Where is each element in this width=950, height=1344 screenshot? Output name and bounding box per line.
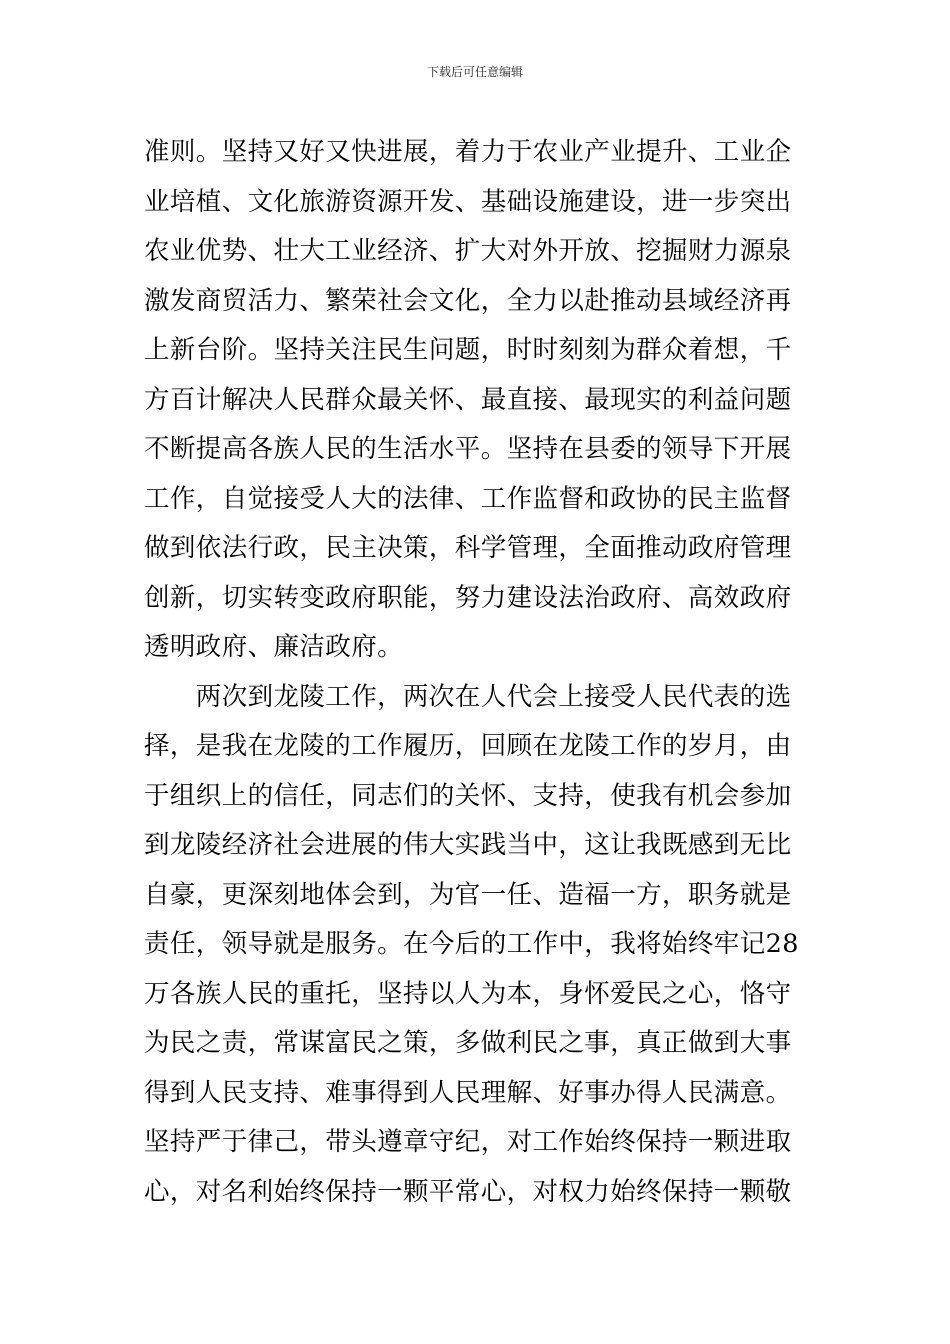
text-line: 于组织上的信任，同志们的关怀、支持，使我有机会参加 bbox=[144, 780, 792, 811]
text-line: 坚持严于律己，带头遵章守纪，对工作始终保持一颗进取 bbox=[144, 1127, 792, 1157]
text-line: 两次到龙陵工作，两次在人代会上接受人民代表的选 bbox=[144, 681, 792, 712]
text-line: 方百计解决人民群众最关怀、最直接、最现实的利益问题 bbox=[144, 384, 792, 415]
text-line: 得到人民支持、难事得到人民理解、好事办得人民满意。 bbox=[144, 1077, 792, 1108]
document-body bbox=[144, 128, 814, 1217]
text-line: 责任，领导就是服务。在今后的工作中，我将始终牢记28 bbox=[144, 929, 799, 959]
text-line: 激发商贸活力、繁荣社会文化，全力以赴推动县域经济再 bbox=[144, 285, 792, 316]
text-line: 做到依法行政，民主决策，科学管理，全面推动政府管理 bbox=[144, 533, 792, 563]
text-line: 为民之责，常谋富民之策，多做利民之事，真正做到大事 bbox=[144, 1028, 792, 1058]
text-line: 农业优势、壮大工业经济、扩大对外开放、挖掘财力源泉 bbox=[144, 236, 792, 266]
text-line: 心，对名利始终保持一颗平常心，对权力始终保持一颗敬 bbox=[144, 1176, 792, 1207]
text-line: 择，是我在龙陵的工作履历，回顾在龙陵工作的岁月，由 bbox=[144, 731, 792, 761]
text-line: 创新，切实转变政府职能，努力建设法治政府、高效政府 bbox=[144, 582, 792, 613]
text-line: 到龙陵经济社会进展的伟大实践当中，这让我既感到无比 bbox=[144, 830, 792, 860]
text-line: 不断提高各族人民的生活水平。坚持在县委的领导下开展 bbox=[144, 434, 792, 464]
text-line: 工作，自觉接受人大的法律、工作监督和政协的民主监督 bbox=[144, 483, 792, 514]
text-line: 准则。坚持又好又快进展，着力于农业产业提升、工业企 bbox=[144, 137, 792, 167]
text-line: 万各族人民的重托，坚持以人为本，身怀爱民之心，恪守 bbox=[144, 978, 792, 1009]
text-line: 上新台阶。坚持关注民生问题，时时刻刻为群众着想，千 bbox=[144, 335, 792, 365]
page-header: 下载后可任意编辑 bbox=[426, 65, 523, 79]
text-line: 透明政府、廉洁政府。 bbox=[144, 632, 404, 662]
text-line: 自豪，更深刻地体会到，为官一任、造福一方，职务就是 bbox=[144, 879, 792, 910]
text-line: 业培植、文化旅游资源开发、基础设施建设，进一步突出 bbox=[144, 186, 792, 217]
